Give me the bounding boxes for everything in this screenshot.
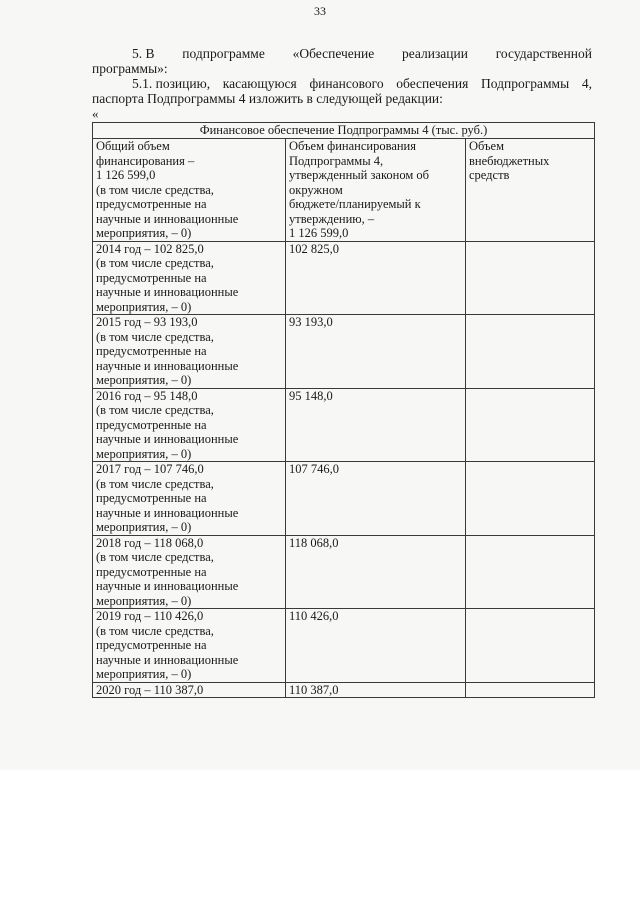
cell-year-total: 2020 год – 110 387,0 <box>93 682 286 698</box>
cell-budget: 102 825,0 <box>286 241 466 315</box>
cell-year-total: 2016 год – 95 148,0 (в том числе средства, предусмотренные на научные и инновационные мероприятия, – 0) <box>93 388 286 462</box>
cell-year-total: 2017 год – 107 746,0 (в том числе средства, предусмотренные на научные и инновационные мероприятия, – 0) <box>93 462 286 536</box>
table-row <box>93 241 595 315</box>
paragraph-5-line-2: программы»: <box>92 61 168 76</box>
word: Подпрограммы <box>481 76 570 91</box>
table-row <box>93 315 595 389</box>
open-quote: « <box>92 106 99 121</box>
table-row <box>93 682 595 698</box>
paragraph-5 <box>92 46 592 76</box>
cell-year-total: 2019 год – 110 426,0 (в том числе средства, предусмотренные на научные и инновационные мероприятия, – 0) <box>93 609 286 683</box>
word: 5. В <box>132 46 155 61</box>
table-row <box>93 388 595 462</box>
word: государственной <box>495 46 592 61</box>
cell-budget: 118 068,0 <box>286 535 466 609</box>
cell-budget: 95 148,0 <box>286 388 466 462</box>
table-title: Финансовое обеспечение Подпрограммы 4 (тыс. руб.) <box>93 123 595 139</box>
word: «Обеспечение <box>292 46 375 61</box>
cell-budget: 93 193,0 <box>286 315 466 389</box>
word: обеспечения <box>396 76 469 91</box>
page-number: 33 <box>314 4 326 18</box>
table-row <box>93 535 595 609</box>
cell-extra <box>466 609 595 683</box>
paragraph-5-1-line-1 <box>92 76 592 91</box>
paragraph-5-1 <box>92 76 592 106</box>
paragraph-5-line-1 <box>92 46 592 61</box>
word: 4, <box>581 76 592 91</box>
cell-extra <box>466 388 595 462</box>
financing-table <box>92 122 595 698</box>
cell-year-total: 2018 год – 118 068,0 (в том числе средства, предусмотренные на научные и инновационные мероприятия, – 0) <box>93 535 286 609</box>
table-row <box>93 462 595 536</box>
paragraph-5-1-line-2: паспорта Подпрограммы 4 изложить в следующей редакции: <box>92 91 443 106</box>
word: финансового <box>309 76 384 91</box>
word: реализации <box>401 46 468 61</box>
table-header-row <box>93 139 595 242</box>
cell-extra <box>466 241 595 315</box>
cell-budget: 110 426,0 <box>286 609 466 683</box>
cell-extra <box>466 315 595 389</box>
word: касающуюся <box>222 76 297 91</box>
cell-extra <box>466 535 595 609</box>
cell-extra <box>466 682 595 698</box>
table-row <box>93 609 595 683</box>
table-title-row <box>93 123 595 139</box>
header-extrabudgetary: Объем внебюджетных средств <box>466 139 595 242</box>
header-total-financing: Общий объем финансирования – 1 126 599,0 (в том числе средства, предусмотренные на научные и инновационные мероприятия, – 0) <box>93 139 286 242</box>
header-budget-financing: Объем финансирования Подпрограммы 4, утвержденный законом об окружном бюджете/планируемый к утверждению, – 1 126 599,0 <box>286 139 466 242</box>
cell-year-total: 2015 год – 93 193,0 (в том числе средства, предусмотренные на научные и инновационные мероприятия, – 0) <box>93 315 286 389</box>
word: 5.1. позицию, <box>132 76 211 91</box>
cell-budget: 107 746,0 <box>286 462 466 536</box>
word: подпрограмме <box>182 46 265 61</box>
cell-year-total: 2014 год – 102 825,0 (в том числе средства, предусмотренные на научные и инновационные мероприятия, – 0) <box>93 241 286 315</box>
cell-extra <box>466 462 595 536</box>
cell-budget: 110 387,0 <box>286 682 466 698</box>
